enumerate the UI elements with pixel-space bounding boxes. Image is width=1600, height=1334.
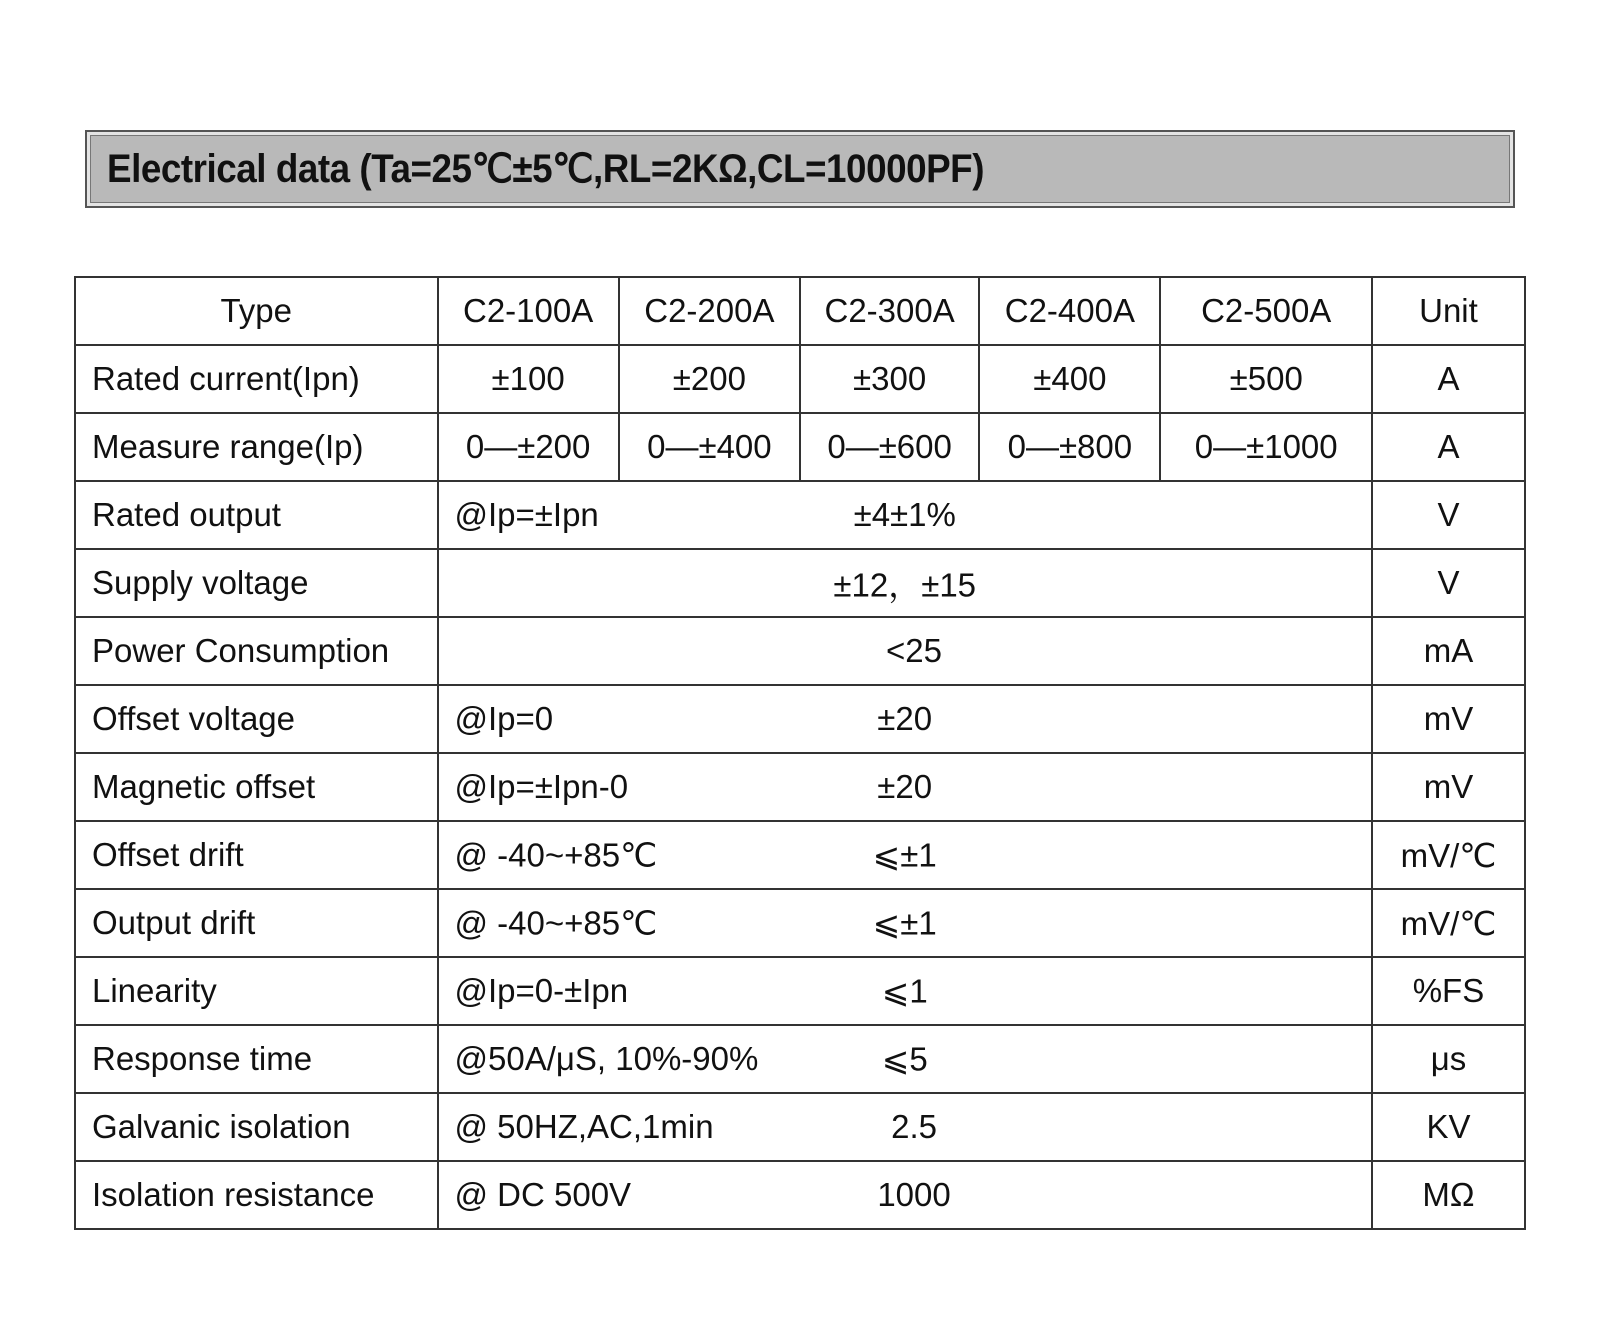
row-spanned-cell [438, 617, 1372, 685]
header-model: C2-200A [619, 277, 800, 345]
row-value: 0—±400 [619, 413, 800, 481]
row-condition: @ -40~+85℃ [454, 904, 658, 942]
row-label: Output drift [75, 889, 438, 957]
row-condition: @ DC 500V [454, 1176, 632, 1213]
row-condition: @50A/μS, 10%-90% [454, 1040, 759, 1077]
row-unit: V [1372, 549, 1525, 617]
row-value: ±400 [979, 345, 1160, 413]
table-row [75, 821, 1525, 889]
row-value: 2.5 [891, 1108, 937, 1145]
table-header-row [75, 277, 1525, 345]
header-unit: Unit [1372, 277, 1525, 345]
section-title: Electrical data (Ta=25℃±5℃,RL=2KΩ,CL=10000PF) [107, 147, 984, 191]
electrical-data-table [74, 276, 1526, 1230]
row-value: ⩽±1 [872, 836, 937, 874]
row-condition: @ 50HZ,AC,1min [454, 1108, 714, 1145]
row-unit: mV [1372, 685, 1525, 753]
table-row [75, 1093, 1525, 1161]
row-value: 0—±200 [438, 413, 619, 481]
table-row [75, 753, 1525, 821]
row-spanned-cell [438, 1161, 1372, 1229]
row-unit: mV [1372, 753, 1525, 821]
row-spanned-cell [438, 549, 1372, 617]
row-label: Isolation resistance [75, 1161, 438, 1229]
row-value: ±300 [800, 345, 979, 413]
header-model: C2-500A [1160, 277, 1371, 345]
row-unit: μs [1372, 1025, 1525, 1093]
table-row [75, 617, 1525, 685]
row-unit: mA [1372, 617, 1525, 685]
header-model: C2-300A [800, 277, 979, 345]
header-type: Type [75, 277, 438, 345]
row-value: ±12，±15 [833, 566, 977, 604]
row-label: Magnetic offset [75, 753, 438, 821]
row-value: ±4±1% [853, 496, 956, 533]
row-condition: @ -40~+85℃ [454, 836, 658, 874]
header-model: C2-400A [979, 277, 1160, 345]
row-value: ±20 [877, 700, 933, 737]
row-spanned-cell [438, 753, 1372, 821]
table-row [75, 1025, 1525, 1093]
row-condition: @Ip=±Ipn [454, 496, 599, 533]
row-spanned-cell [438, 685, 1372, 753]
row-label: Offset voltage [75, 685, 438, 753]
row-unit: mV/℃ [1372, 821, 1525, 889]
header-model: C2-100A [438, 277, 619, 345]
table-row [75, 1161, 1525, 1229]
row-value: ±500 [1160, 345, 1371, 413]
row-value: 0—±800 [979, 413, 1160, 481]
row-value: <25 [886, 632, 943, 669]
table-row [75, 481, 1525, 549]
row-label: Supply voltage [75, 549, 438, 617]
row-condition: @Ip=0 [454, 700, 554, 737]
row-unit: MΩ [1372, 1161, 1525, 1229]
row-value: ⩽1 [881, 972, 928, 1010]
row-unit: KV [1372, 1093, 1525, 1161]
row-label: Galvanic isolation [75, 1093, 438, 1161]
row-label: Response time [75, 1025, 438, 1093]
row-spanned-cell [438, 957, 1372, 1025]
row-label: Rated output [75, 481, 438, 549]
row-spanned-cell [438, 889, 1372, 957]
row-condition: @Ip=±Ipn-0 [454, 768, 629, 805]
row-label: Offset drift [75, 821, 438, 889]
row-unit: A [1372, 413, 1525, 481]
row-label: Linearity [75, 957, 438, 1025]
section-title-bar [85, 130, 1515, 208]
row-value: 0—±600 [800, 413, 979, 481]
row-value: ±200 [619, 345, 800, 413]
table-row [75, 413, 1525, 481]
row-value: ±100 [438, 345, 619, 413]
row-unit: mV/℃ [1372, 889, 1525, 957]
row-spanned-cell [438, 1093, 1372, 1161]
row-unit: %FS [1372, 957, 1525, 1025]
row-spanned-cell [438, 1025, 1372, 1093]
row-label: Measure range(Ip) [75, 413, 438, 481]
table-row [75, 549, 1525, 617]
table-row [75, 957, 1525, 1025]
row-label: Power Consumption [75, 617, 438, 685]
table-row [75, 889, 1525, 957]
row-unit: V [1372, 481, 1525, 549]
row-value: ⩽5 [881, 1040, 928, 1078]
row-spanned-cell [438, 481, 1372, 549]
row-value: ±20 [877, 768, 933, 805]
row-spanned-cell [438, 821, 1372, 889]
row-unit: A [1372, 345, 1525, 413]
row-value: ⩽±1 [872, 904, 937, 942]
row-value: 1000 [877, 1176, 951, 1213]
row-label: Rated current(Ipn) [75, 345, 438, 413]
row-condition: @Ip=0-±Ipn [454, 972, 629, 1009]
row-value: 0—±1000 [1160, 413, 1371, 481]
table-row [75, 685, 1525, 753]
table-row [75, 345, 1525, 413]
